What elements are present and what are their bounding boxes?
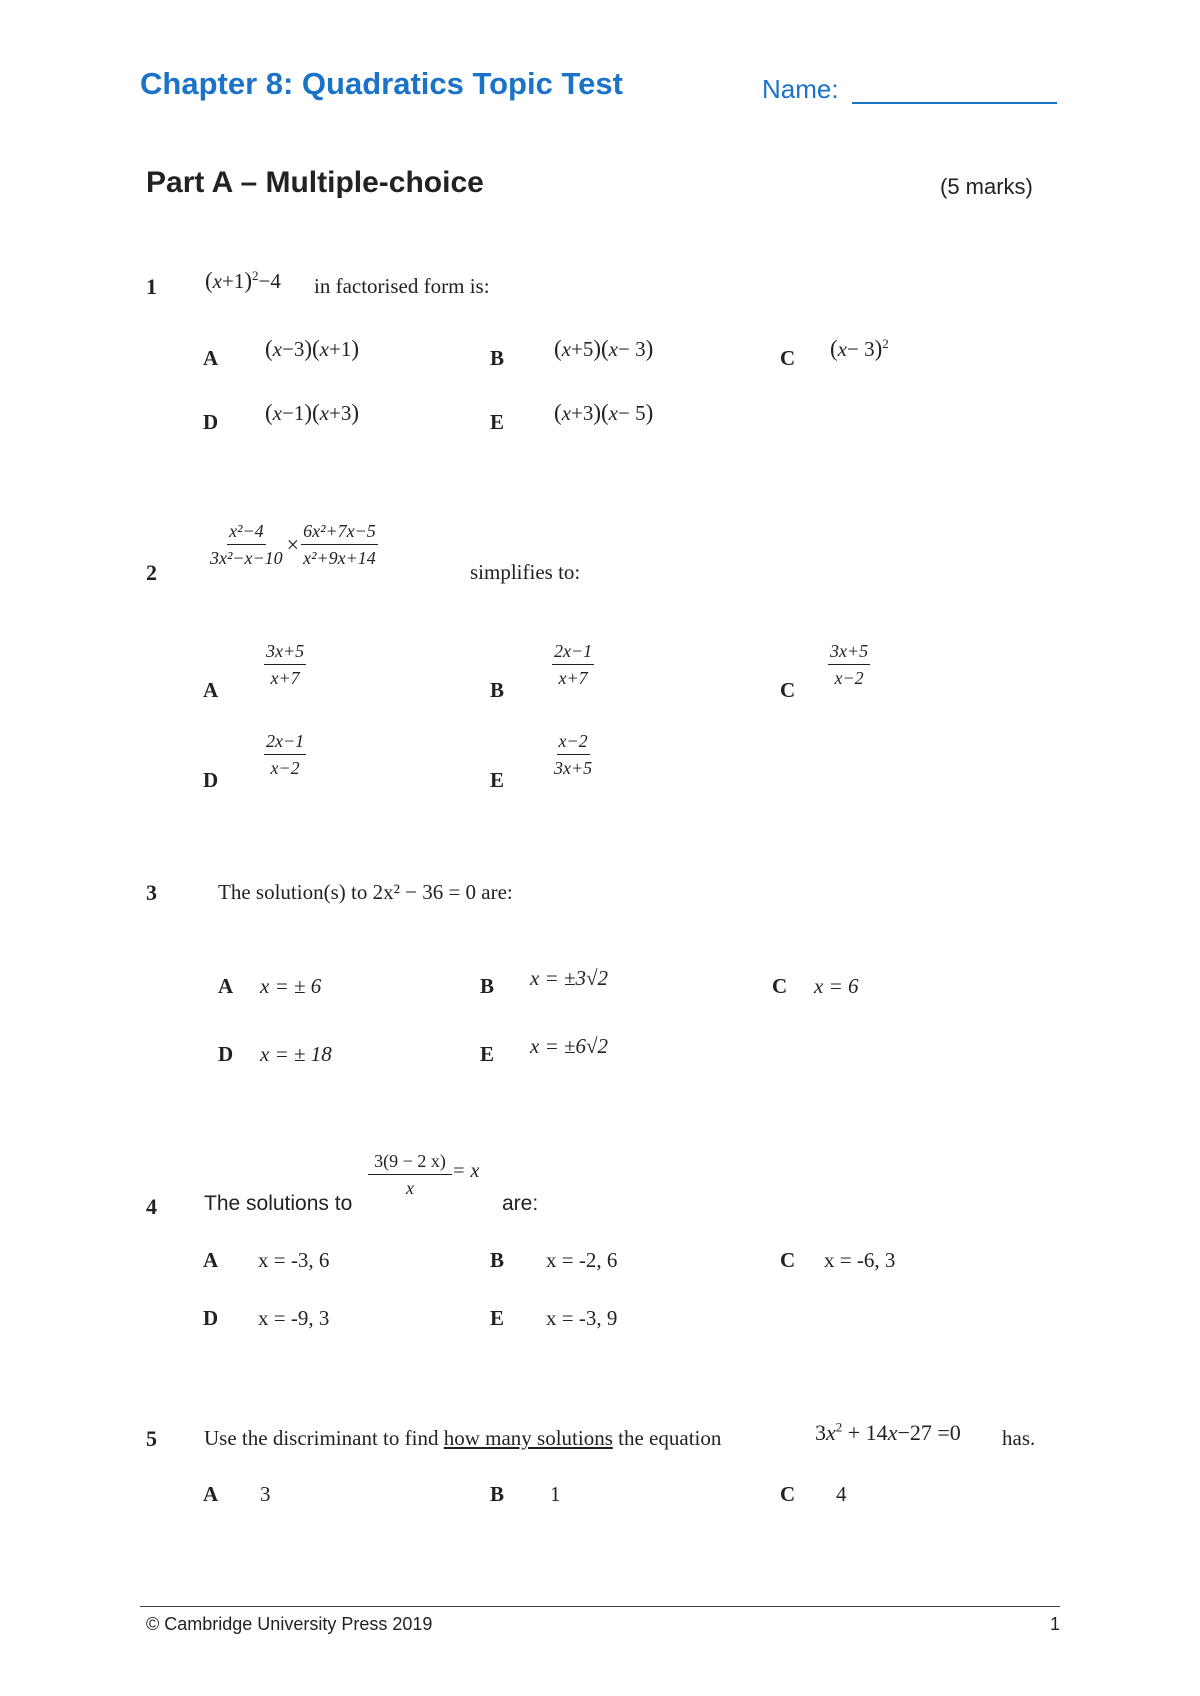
q5-option-b-value[interactable]: 1 (550, 1482, 561, 1506)
question-2-expression: $\frac{\text{x²−4}}{\text{3x²−x−10}}$ × $\frac{\text{6x²+7x−5}}{\text{x²+9x+14}}$ (210, 521, 376, 568)
question-number-2: 2 (146, 560, 157, 585)
q4-option-e-letter[interactable]: E (490, 1306, 505, 1330)
q1-option-a-value[interactable]: (x−3)(x+1) (265, 336, 360, 361)
q4-option-a-letter[interactable]: A (203, 1248, 219, 1272)
part-a-title: Part A – Multiple-choice (146, 166, 484, 199)
q2-option-a-letter[interactable]: A (203, 678, 219, 702)
q4-option-b-letter[interactable]: B (490, 1248, 505, 1272)
q2-option-c-value[interactable]: $\frac{3x+5}{x-2}$ (830, 641, 869, 688)
q1-option-c-value[interactable]: $(x- 3)^2$ (830, 336, 889, 361)
q3-option-a-letter[interactable]: A (218, 974, 234, 998)
q1-option-a-letter[interactable]: A (203, 346, 219, 370)
q1-option-b-letter[interactable]: B (490, 346, 505, 370)
q2-fraction-2: $\frac{\text{6x²+7x−5}}{\text{x²+9x+14}}$ (303, 521, 376, 568)
q1-option-b-value[interactable]: (x+5)(x− 3) (554, 336, 654, 361)
question-4-expression: $\frac{3(9 - 2 x)}{x}$ = x (370, 1150, 479, 1199)
q5-option-b-letter[interactable]: B (490, 1482, 505, 1506)
q3-option-d-letter[interactable]: D (218, 1042, 234, 1066)
q2-option-e-value[interactable]: $\frac{x-2}{3x+5}$ (554, 731, 593, 778)
q2-fraction-1: $\frac{\text{x²−4}}{\text{3x²−x−10}}$ (210, 521, 283, 568)
q4-option-d-value[interactable]: x = -9, 3 (258, 1306, 330, 1330)
q2-option-d-letter[interactable]: D (203, 768, 219, 792)
q2-option-b-value[interactable]: $\frac{2x-1}{x+7}$ (554, 641, 593, 688)
q2-option-e-letter[interactable]: E (490, 768, 505, 792)
page-number: 1 (1050, 1614, 1061, 1634)
question-number-5: 5 (146, 1426, 157, 1451)
page-title: Chapter 8: Quadratics Topic Test (140, 66, 623, 101)
q3-option-a-value[interactable]: x = ± 6 (260, 974, 322, 998)
question-5-text-after: has. (1002, 1426, 1036, 1450)
part-a-marks: (5 marks) (940, 174, 1033, 199)
q2-option-d-value[interactable]: $\frac{2x-1}{x-2}$ (266, 731, 305, 778)
q1-option-c-letter[interactable]: C (780, 346, 796, 370)
footer-divider (140, 1606, 1060, 1607)
question-4-text-after: are: (502, 1192, 539, 1215)
q1-option-d-value[interactable]: (x−1)(x+3) (265, 400, 360, 425)
q3-option-b-letter[interactable]: B (480, 974, 495, 998)
q1-option-e-value[interactable]: (x+3)(x− 5) (554, 400, 654, 425)
q1-option-e-letter[interactable]: E (490, 410, 505, 434)
q5-option-c-letter[interactable]: C (780, 1482, 796, 1506)
q3-option-b-value[interactable]: x = ±3√2 (530, 966, 609, 990)
question-5-expression: $3x^2 + 14x-27 =0$ (815, 1419, 961, 1445)
q2-option-b-letter[interactable]: B (490, 678, 505, 702)
question-4-text-before: The solutions to (204, 1192, 353, 1215)
q3-option-c-value[interactable]: x = 6 (814, 974, 859, 998)
question-2-text: simplifies to: (470, 560, 581, 584)
question-1-expression: $(x+1)^2-4$ (205, 268, 281, 293)
footer-copyright: © Cambridge University Press 2019 (146, 1614, 433, 1634)
q4-option-a-value[interactable]: x = -3, 6 (258, 1248, 330, 1272)
question-3-text: The solution(s) to 2x² − 36 = 0 are: (218, 880, 513, 904)
q2-option-a-value[interactable]: $\frac{3x+5}{x+7}$ (266, 641, 305, 688)
q4-option-b-value[interactable]: x = -2, 6 (546, 1248, 618, 1272)
q1-option-d-letter[interactable]: D (203, 410, 219, 434)
name-field[interactable] (852, 72, 1057, 104)
q3-option-c-letter[interactable]: C (772, 974, 788, 998)
question-5-text: Use the discriminant to find how many solutions the equation (204, 1426, 722, 1450)
q4-option-d-letter[interactable]: D (203, 1306, 219, 1330)
underlined-phrase: how many solutions (443, 1426, 613, 1450)
q4-option-e-value[interactable]: x = -3, 9 (546, 1306, 618, 1330)
question-number-4: 4 (146, 1194, 157, 1219)
question-number-1: 1 (146, 274, 157, 299)
q4-option-c-letter[interactable]: C (780, 1248, 796, 1272)
question-number-3: 3 (146, 880, 157, 905)
q3-option-e-value[interactable]: x = ±6√2 (530, 1034, 609, 1058)
name-label: Name: (762, 74, 839, 104)
q5-option-a-value[interactable]: 3 (260, 1482, 271, 1506)
question-1-text: in factorised form is: (314, 274, 490, 298)
q5-option-c-value[interactable]: 4 (836, 1482, 847, 1506)
q3-option-d-value[interactable]: x = ± 18 (260, 1042, 332, 1066)
q2-option-c-letter[interactable]: C (780, 678, 796, 702)
q4-option-c-value[interactable]: x = -6, 3 (824, 1248, 896, 1272)
q5-option-a-letter[interactable]: A (203, 1482, 219, 1506)
q3-option-e-letter[interactable]: E (480, 1042, 495, 1066)
